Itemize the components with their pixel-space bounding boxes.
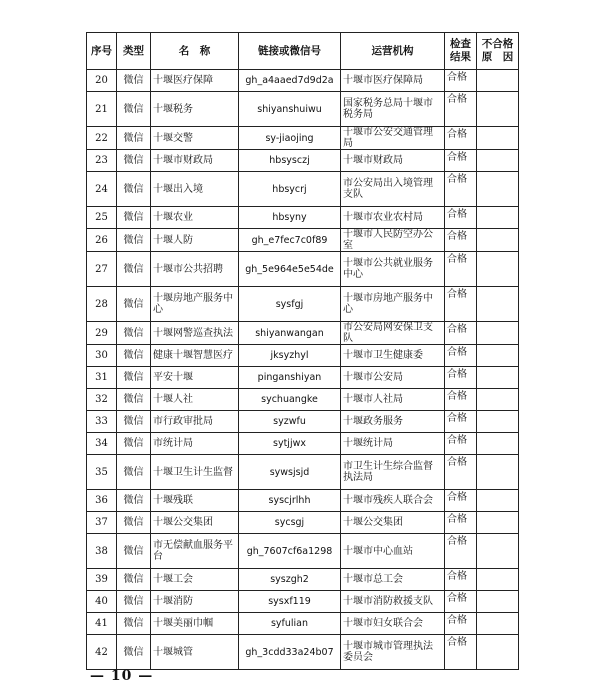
table-row	[87, 591, 519, 613]
row-name: 十堰出入境	[151, 172, 239, 207]
row-fail-reason	[477, 490, 519, 512]
row-link: gh_5e964e5e54de	[239, 252, 341, 287]
row-name: 市无偿献血服务平台	[151, 534, 239, 569]
table-body	[87, 70, 519, 670]
row-result: 合格	[445, 345, 477, 367]
row-operator: 十堰统计局	[341, 433, 445, 455]
row-operator: 市公安局出入境管理支队	[341, 172, 445, 207]
row-fail-reason	[477, 322, 519, 345]
row-result: 合格	[445, 490, 477, 512]
row-name: 十堰市公共招聘	[151, 252, 239, 287]
row-result: 合格	[445, 322, 477, 345]
table-row	[87, 92, 519, 127]
row-fail-reason	[477, 569, 519, 591]
row-number: 23	[87, 150, 117, 172]
table-row	[87, 534, 519, 569]
row-link: syzwfu	[239, 411, 341, 433]
row-operator: 市公安局网安保卫支队	[341, 322, 445, 345]
row-link: sy-jiaojing	[239, 127, 341, 150]
row-operator: 十堰市残疾人联合会	[341, 490, 445, 512]
table-row	[87, 229, 519, 252]
table-row	[87, 345, 519, 367]
inspection-table	[86, 32, 519, 670]
table-row	[87, 455, 519, 490]
row-operator: 十堰市公安交通管理局	[341, 127, 445, 150]
row-operator: 十堰市医疗保障局	[341, 70, 445, 92]
table-row	[87, 512, 519, 534]
row-link: pinganshiyan	[239, 367, 341, 389]
row-result: 合格	[445, 92, 477, 127]
row-type: 微信	[117, 92, 151, 127]
row-result: 合格	[445, 127, 477, 150]
row-number: 31	[87, 367, 117, 389]
row-type: 微信	[117, 613, 151, 635]
table-row	[87, 207, 519, 229]
header-fail-reason: 不合格原 因	[477, 33, 519, 70]
row-name: 十堰交警	[151, 127, 239, 150]
row-fail-reason	[477, 207, 519, 229]
row-fail-reason	[477, 70, 519, 92]
table-row	[87, 433, 519, 455]
row-type: 微信	[117, 322, 151, 345]
row-type: 微信	[117, 150, 151, 172]
row-name: 十堰市财政局	[151, 150, 239, 172]
row-name: 平安十堰	[151, 367, 239, 389]
row-name: 十堰房地产服务中心	[151, 287, 239, 322]
row-result: 合格	[445, 70, 477, 92]
row-name: 十堰农业	[151, 207, 239, 229]
table-row	[87, 70, 519, 92]
header-link: 链接或微信号	[239, 33, 341, 70]
row-name: 十堰公交集团	[151, 512, 239, 534]
row-fail-reason	[477, 433, 519, 455]
row-type: 微信	[117, 229, 151, 252]
header-name: 名 称	[151, 33, 239, 70]
row-operator: 十堰市妇女联合会	[341, 613, 445, 635]
row-fail-reason	[477, 534, 519, 569]
row-operator: 十堰市总工会	[341, 569, 445, 591]
header-operator: 运营机构	[341, 33, 445, 70]
row-fail-reason	[477, 635, 519, 670]
row-result: 合格	[445, 613, 477, 635]
row-number: 21	[87, 92, 117, 127]
row-number: 35	[87, 455, 117, 490]
row-operator: 十堰政务服务	[341, 411, 445, 433]
table-row	[87, 613, 519, 635]
row-number: 36	[87, 490, 117, 512]
row-operator: 十堰市消防救援支队	[341, 591, 445, 613]
row-operator: 十堰市人民防空办公室	[341, 229, 445, 252]
row-type: 微信	[117, 389, 151, 411]
row-type: 微信	[117, 252, 151, 287]
row-link: hbsyny	[239, 207, 341, 229]
row-operator: 十堰市人社局	[341, 389, 445, 411]
row-link: sycsgj	[239, 512, 341, 534]
row-name: 健康十堰智慧医疗	[151, 345, 239, 367]
table-header	[87, 33, 519, 70]
row-type: 微信	[117, 287, 151, 322]
row-number: 30	[87, 345, 117, 367]
row-name: 十堰网警巡查执法	[151, 322, 239, 345]
row-result: 合格	[445, 534, 477, 569]
row-number: 42	[87, 635, 117, 670]
row-name: 十堰医疗保障	[151, 70, 239, 92]
row-operator: 十堰市中心血站	[341, 534, 445, 569]
row-link: sywsjsjd	[239, 455, 341, 490]
row-result: 合格	[445, 150, 477, 172]
row-operator: 十堰市财政局	[341, 150, 445, 172]
row-number: 26	[87, 229, 117, 252]
row-number: 20	[87, 70, 117, 92]
table-row	[87, 389, 519, 411]
row-fail-reason	[477, 512, 519, 534]
table-row	[87, 411, 519, 433]
row-link: sytjjwx	[239, 433, 341, 455]
row-number: 41	[87, 613, 117, 635]
row-fail-reason	[477, 455, 519, 490]
row-type: 微信	[117, 345, 151, 367]
row-type: 微信	[117, 207, 151, 229]
row-type: 微信	[117, 490, 151, 512]
row-link: sychuangke	[239, 389, 341, 411]
row-number: 27	[87, 252, 117, 287]
row-fail-reason	[477, 92, 519, 127]
row-name: 十堰工会	[151, 569, 239, 591]
row-number: 33	[87, 411, 117, 433]
row-name: 十堰残联	[151, 490, 239, 512]
row-result: 合格	[445, 229, 477, 252]
header-type: 类型	[117, 33, 151, 70]
row-number: 29	[87, 322, 117, 345]
row-result: 合格	[445, 172, 477, 207]
row-number: 28	[87, 287, 117, 322]
row-type: 微信	[117, 569, 151, 591]
row-number: 37	[87, 512, 117, 534]
row-number: 22	[87, 127, 117, 150]
row-link: syszgh2	[239, 569, 341, 591]
row-fail-reason	[477, 229, 519, 252]
row-result: 合格	[445, 569, 477, 591]
table-row	[87, 635, 519, 670]
row-name: 市统计局	[151, 433, 239, 455]
row-fail-reason	[477, 345, 519, 367]
row-result: 合格	[445, 591, 477, 613]
row-name: 十堰税务	[151, 92, 239, 127]
row-name: 十堰卫生计生监督	[151, 455, 239, 490]
row-result: 合格	[445, 252, 477, 287]
row-fail-reason	[477, 411, 519, 433]
row-result: 合格	[445, 389, 477, 411]
table-row	[87, 367, 519, 389]
row-link: gh_3cdd33a24b07	[239, 635, 341, 670]
row-number: 24	[87, 172, 117, 207]
row-fail-reason	[477, 613, 519, 635]
row-name: 十堰城管	[151, 635, 239, 670]
row-fail-reason	[477, 287, 519, 322]
row-result: 合格	[445, 411, 477, 433]
row-link: syfulian	[239, 613, 341, 635]
row-fail-reason	[477, 127, 519, 150]
row-link: syscjrlhh	[239, 490, 341, 512]
row-fail-reason	[477, 591, 519, 613]
row-link: hbsycrj	[239, 172, 341, 207]
table-row	[87, 252, 519, 287]
row-name: 十堰美丽巾帼	[151, 613, 239, 635]
row-number: 40	[87, 591, 117, 613]
row-link: gh_7607cf6a1298	[239, 534, 341, 569]
row-fail-reason	[477, 150, 519, 172]
table-row	[87, 172, 519, 207]
row-link: gh_e7fec7c0f89	[239, 229, 341, 252]
table-row	[87, 490, 519, 512]
table-row	[87, 569, 519, 591]
row-type: 微信	[117, 534, 151, 569]
row-operator: 国家税务总局十堰市税务局	[341, 92, 445, 127]
row-name: 市行政审批局	[151, 411, 239, 433]
row-link: gh_a4aaed7d9d2a	[239, 70, 341, 92]
row-link: shiyanshuiwu	[239, 92, 341, 127]
row-type: 微信	[117, 70, 151, 92]
page-number: — 10 —	[90, 668, 154, 684]
row-number: 25	[87, 207, 117, 229]
row-fail-reason	[477, 252, 519, 287]
row-operator: 十堰市卫生健康委	[341, 345, 445, 367]
row-type: 微信	[117, 591, 151, 613]
row-fail-reason	[477, 367, 519, 389]
header-result: 检查结果	[445, 33, 477, 70]
row-name: 十堰消防	[151, 591, 239, 613]
row-number: 38	[87, 534, 117, 569]
row-link: hbsysczj	[239, 150, 341, 172]
row-type: 微信	[117, 367, 151, 389]
table-row	[87, 150, 519, 172]
row-operator: 十堰市公共就业服务中心	[341, 252, 445, 287]
row-result: 合格	[445, 367, 477, 389]
row-result: 合格	[445, 635, 477, 670]
row-type: 微信	[117, 512, 151, 534]
row-operator: 十堰市房地产服务中心	[341, 287, 445, 322]
row-number: 39	[87, 569, 117, 591]
row-name: 十堰人防	[151, 229, 239, 252]
row-result: 合格	[445, 455, 477, 490]
row-operator: 十堰市农业农村局	[341, 207, 445, 229]
row-link: shiyanwangan	[239, 322, 341, 345]
row-result: 合格	[445, 433, 477, 455]
row-type: 微信	[117, 127, 151, 150]
row-operator: 十堰市城市管理执法委员会	[341, 635, 445, 670]
row-operator: 市卫生计生综合监督执法局	[341, 455, 445, 490]
row-type: 微信	[117, 455, 151, 490]
table-row	[87, 127, 519, 150]
row-type: 微信	[117, 411, 151, 433]
row-link: sysfgj	[239, 287, 341, 322]
row-type: 微信	[117, 172, 151, 207]
header-no: 序号	[87, 33, 117, 70]
row-result: 合格	[445, 512, 477, 534]
row-link: sysxf119	[239, 591, 341, 613]
row-name: 十堰人社	[151, 389, 239, 411]
row-number: 34	[87, 433, 117, 455]
row-fail-reason	[477, 389, 519, 411]
row-fail-reason	[477, 172, 519, 207]
row-result: 合格	[445, 287, 477, 322]
table-row	[87, 287, 519, 322]
inspection-table-container	[86, 32, 519, 670]
row-result: 合格	[445, 207, 477, 229]
row-operator: 十堰公交集团	[341, 512, 445, 534]
table-row	[87, 322, 519, 345]
row-link: jksyzhyl	[239, 345, 341, 367]
row-number: 32	[87, 389, 117, 411]
row-type: 微信	[117, 433, 151, 455]
row-type: 微信	[117, 635, 151, 670]
row-operator: 十堰市公安局	[341, 367, 445, 389]
